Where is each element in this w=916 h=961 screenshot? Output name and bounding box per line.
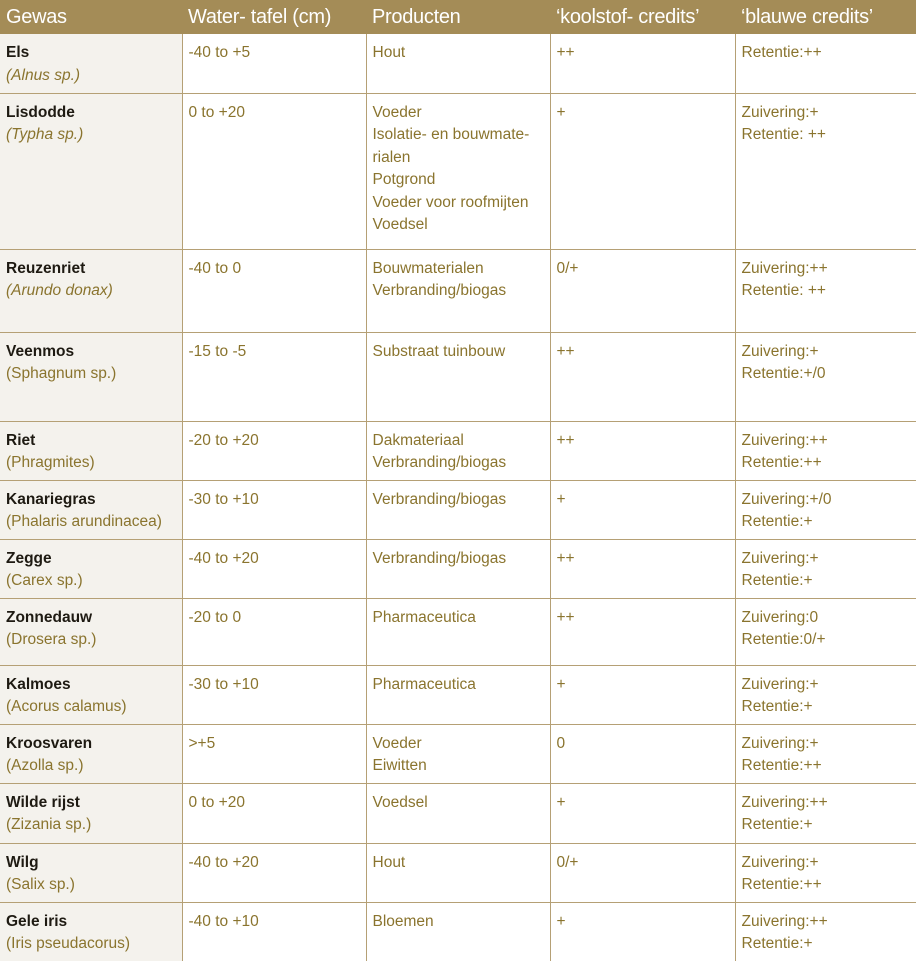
product-item: Isolatie- en bouwmate- [372, 126, 530, 143]
product-item: Voeder [372, 103, 422, 121]
crop-cell [0, 724, 182, 783]
product-item: Bloemen [372, 912, 434, 930]
table-row [0, 902, 916, 961]
products-cell [366, 539, 550, 598]
crop-cell [0, 480, 182, 539]
products-cell [366, 480, 550, 539]
blue-credit-item: Zuivering:+ [741, 342, 819, 360]
crop-cell [0, 665, 182, 724]
product-item: Verbranding/biogas [372, 454, 507, 471]
crop-scientific-name: (Drosera sp.) [6, 631, 97, 648]
blue-credits-cell [735, 665, 916, 724]
blue-credits-cell [735, 421, 916, 480]
product-item: Pharmaceutica [372, 608, 476, 626]
table-row [0, 249, 916, 332]
blue-credit-item: Retentie:++ [741, 757, 822, 774]
crop-name: Wilg [6, 853, 39, 871]
crop-cell [0, 539, 182, 598]
carbon-credits-cell: 0/+ [550, 249, 735, 332]
crop-cell [0, 93, 182, 249]
products-cell [366, 783, 550, 843]
carbon-credits-cell: + [550, 480, 735, 539]
crop-name: Kanariegras [6, 490, 96, 508]
water-table-cell: 0 to +20 [182, 93, 366, 249]
carbon-credits-cell: + [550, 665, 735, 724]
blue-credits-cell [735, 539, 916, 598]
blue-credit-item: Zuivering:+ [741, 103, 819, 121]
product-item: Hout [372, 853, 406, 871]
header-crop: Gewas [0, 0, 182, 34]
crop-cell [0, 249, 182, 332]
crop-cell [0, 34, 182, 93]
crop-scientific-name: (Phalaris arundinacea) [6, 513, 162, 530]
blue-credit-item: Retentie:+ [741, 572, 813, 589]
crop-name: Veenmos [6, 342, 75, 360]
crop-name: Kroosvaren [6, 734, 93, 752]
crop-name: Reuzenriet [6, 259, 86, 277]
header-blue-credits: ‘blauwe credits’ [735, 0, 916, 34]
table-row [0, 724, 916, 783]
crop-scientific-name: (Phragmites) [6, 454, 95, 471]
carbon-credits-cell: + [550, 93, 735, 249]
products-cell [366, 843, 550, 902]
product-item: Substraat tuinbouw [372, 342, 506, 360]
crop-cell [0, 902, 182, 961]
product-item: Voeder voor roofmijten [372, 193, 529, 211]
crop-name: Els [6, 44, 30, 61]
carbon-credits-cell: + [550, 902, 735, 961]
product-item: Dakmateriaal [372, 431, 464, 449]
products-cell [366, 598, 550, 665]
header-carbon-credits: ‘koolstof- credits’ [550, 0, 735, 34]
crop-scientific-name: (Iris pseudacorus) [6, 935, 131, 952]
blue-credit-item: Zuivering:+ [741, 734, 819, 752]
blue-credit-item: Zuivering:+ [741, 549, 819, 567]
carbon-credits-cell: + [550, 783, 735, 843]
blue-credits-cell [735, 783, 916, 843]
crop-name: Riet [6, 431, 36, 449]
crop-name: Kalmoes [6, 675, 71, 693]
blue-credit-item: Retentie:+ [741, 935, 813, 952]
blue-credit-item: Zuivering:+ [741, 853, 819, 871]
carbon-credits-cell: ++ [550, 332, 735, 421]
crop-cell [0, 598, 182, 665]
product-item: Voeder [372, 734, 422, 752]
table-row [0, 480, 916, 539]
table-row [0, 332, 916, 421]
blue-credit-item: Zuivering:++ [741, 431, 828, 449]
blue-credits-cell [735, 332, 916, 421]
crop-name: Zonnedauw [6, 608, 93, 626]
carbon-credits-cell: ++ [550, 421, 735, 480]
water-table-cell: -30 to +10 [182, 480, 366, 539]
blue-credit-item: Retentie:0/+ [741, 631, 826, 648]
blue-credit-item: Retentie:+ [741, 513, 813, 530]
product-item: Voedsel [372, 216, 428, 233]
blue-credit-item: Retentie:+ [741, 698, 813, 715]
blue-credits-cell [735, 34, 916, 93]
products-cell [366, 665, 550, 724]
blue-credits-cell [735, 843, 916, 902]
header-water-table: Water- tafel (cm) [182, 0, 366, 34]
crop-name: Lisdodde [6, 103, 75, 121]
table-row [0, 665, 916, 724]
water-table-cell: -40 to +10 [182, 902, 366, 961]
crop-cell [0, 332, 182, 421]
product-item: Bouwmaterialen [372, 259, 484, 277]
table-row [0, 598, 916, 665]
blue-credit-item: Zuivering:+ [741, 675, 819, 693]
product-item: Voedsel [372, 793, 428, 811]
crop-name: Wilde rijst [6, 793, 80, 811]
crop-scientific-name: (Acorus calamus) [6, 698, 127, 715]
blue-credit-item: Zuivering:++ [741, 259, 828, 277]
carbon-credits-cell: ++ [550, 598, 735, 665]
water-table-cell: -20 to 0 [182, 598, 366, 665]
crop-scientific-name: (Zizania sp.) [6, 816, 92, 833]
product-item: Pharmaceutica [372, 675, 476, 693]
table-row [0, 539, 916, 598]
water-table-cell: -20 to +20 [182, 421, 366, 480]
water-table-cell: -40 to +5 [182, 34, 366, 93]
products-cell [366, 332, 550, 421]
water-table-cell: >+5 [182, 724, 366, 783]
table-row [0, 843, 916, 902]
products-cell [366, 249, 550, 332]
blue-credit-item: Retentie:+/0 [741, 365, 826, 382]
blue-credit-item: Zuivering:++ [741, 912, 828, 930]
crop-scientific-name: (Sphagnum sp.) [6, 365, 117, 382]
product-item: Potgrond [372, 171, 436, 188]
product-item: Verbranding/biogas [372, 490, 507, 508]
crop-name: Zegge [6, 549, 52, 567]
product-item: Hout [372, 44, 406, 61]
header-row [0, 0, 916, 34]
blue-credit-item: Retentie:++ [741, 454, 822, 471]
crop-scientific-name: (Arundo donax) [6, 282, 113, 299]
blue-credit-item: Zuivering:+/0 [741, 490, 832, 508]
table-row [0, 93, 916, 249]
carbon-credits-cell: 0/+ [550, 843, 735, 902]
header-products: Producten [366, 0, 550, 34]
table-row [0, 421, 916, 480]
product-item: Verbranding/biogas [372, 282, 507, 299]
table-row [0, 783, 916, 843]
crop-scientific-name: (Typha sp.) [6, 126, 84, 143]
blue-credits-cell [735, 902, 916, 961]
blue-credit-item: Retentie:++ [741, 876, 822, 893]
crop-cell [0, 843, 182, 902]
products-cell [366, 93, 550, 249]
blue-credit-item: Retentie:++ [741, 44, 822, 61]
crop-scientific-name: (Alnus sp.) [6, 66, 81, 84]
water-table-cell: -40 to +20 [182, 843, 366, 902]
blue-credit-item: Retentie:+ [741, 816, 813, 833]
carbon-credits-cell: ++ [550, 34, 735, 93]
carbon-credits-cell: 0 [550, 724, 735, 783]
products-cell [366, 34, 550, 93]
water-table-cell: -30 to +10 [182, 665, 366, 724]
blue-credits-cell [735, 480, 916, 539]
water-table-cell: -40 to +20 [182, 539, 366, 598]
products-cell [366, 421, 550, 480]
blue-credit-item: Retentie: ++ [741, 126, 826, 143]
products-cell [366, 724, 550, 783]
table-row [0, 34, 916, 93]
product-item: Verbranding/biogas [372, 549, 507, 567]
blue-credits-cell [735, 724, 916, 783]
blue-credits-cell [735, 93, 916, 249]
carbon-credits-cell: ++ [550, 539, 735, 598]
water-table-cell: -40 to 0 [182, 249, 366, 332]
crop-name: Gele iris [6, 912, 68, 930]
blue-credit-item: Retentie: ++ [741, 282, 826, 299]
water-table-cell: -15 to -5 [182, 332, 366, 421]
water-table-cell: 0 to +20 [182, 783, 366, 843]
blue-credits-cell [735, 598, 916, 665]
crop-scientific-name: (Azolla sp.) [6, 757, 84, 774]
product-item: Eiwitten [372, 757, 427, 774]
crop-cell [0, 783, 182, 843]
crop-cell [0, 421, 182, 480]
product-item: rialen [372, 148, 411, 166]
crop-scientific-name: (Salix sp.) [6, 876, 75, 893]
blue-credit-item: Zuivering:++ [741, 793, 828, 811]
crop-scientific-name: (Carex sp.) [6, 572, 83, 589]
blue-credit-item: Zuivering:0 [741, 608, 819, 626]
blue-credits-cell [735, 249, 916, 332]
products-cell [366, 902, 550, 961]
